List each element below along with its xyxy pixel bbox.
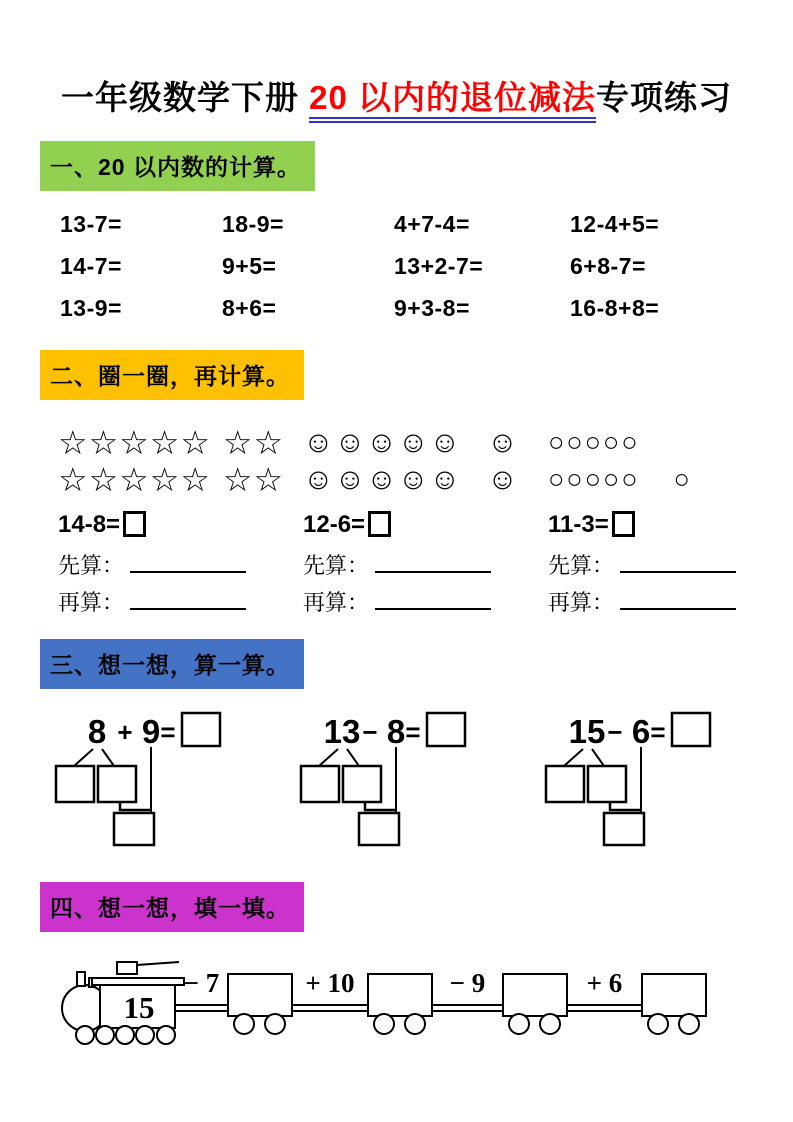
svg-text:=: =: [160, 717, 176, 747]
section-four-header: 四、想一想，填一填。: [40, 882, 304, 932]
equation-text: 12-6=: [303, 511, 366, 538]
svg-text:+ 6: + 6: [586, 968, 623, 998]
equation: [303, 511, 548, 539]
svg-text:+: +: [117, 717, 133, 747]
math-problem: 18-9=: [222, 211, 284, 237]
circle-icon-row: [548, 461, 793, 498]
svg-text:8: 8: [87, 713, 107, 750]
number-bond-svg: [52, 705, 297, 847]
section-one-problems: [60, 211, 793, 322]
svg-text:15: 15: [568, 713, 606, 750]
blank-line: [130, 556, 246, 573]
step-label: 再算：: [58, 590, 125, 615]
star-icon-group: ☆☆☆☆☆: [58, 461, 211, 498]
section-one-header: 一、20 以内数的计算。: [40, 141, 315, 191]
equation-text: 11-3=: [548, 511, 609, 538]
smiley-icon-group: ☺☺☺☺☺: [303, 463, 462, 496]
svg-text:− 9: − 9: [449, 968, 486, 998]
math-problem: 6+8-7=: [570, 253, 646, 279]
number-bond-diagram: [542, 705, 787, 852]
star-icon-group: ☆☆☆☆☆: [58, 424, 211, 461]
math-problem: 13-7=: [60, 211, 122, 237]
title-suffix: 专项练习: [596, 79, 733, 116]
second-step-line: [58, 586, 303, 613]
smiley-icon-group: ☺: [487, 463, 519, 496]
svg-text:=: =: [405, 717, 421, 747]
math-problem: 13+2-7=: [394, 253, 484, 279]
title-highlight: 20 以内的退位减法: [309, 79, 596, 123]
math-problem: 12-4+5=: [570, 211, 660, 237]
svg-text:8: 8: [386, 713, 406, 750]
svg-text:=: =: [650, 717, 666, 747]
math-problem: 16-8+8=: [570, 295, 660, 321]
section-three-header: 三、想一想，算一算。: [40, 639, 304, 689]
answer-box: [123, 511, 146, 537]
star-icon-row: [58, 424, 303, 461]
star-icon-group: ☆☆: [222, 461, 285, 498]
star-icon-group: ☆☆: [222, 424, 285, 461]
svg-text:−: −: [362, 717, 378, 747]
svg-text:+ 10: + 10: [305, 968, 355, 998]
equation: [548, 511, 793, 539]
second-step-line: [303, 586, 548, 613]
blank-line: [620, 556, 736, 573]
second-step-line: [548, 586, 793, 613]
first-step-line: [303, 549, 548, 576]
equation: [58, 511, 303, 539]
step-label: 先算：: [548, 553, 615, 578]
math-problem: 13-9=: [60, 295, 122, 321]
section-two: [40, 350, 793, 400]
section-two-header: 二、圈一圈，再计算。: [40, 350, 304, 400]
first-step-line: [548, 549, 793, 576]
train-figure: [55, 952, 793, 1051]
count-column: [303, 424, 548, 613]
step-label: 先算：: [303, 553, 370, 578]
section-four: [40, 882, 793, 932]
title-prefix: 一年级数学下册: [60, 79, 310, 116]
circle-icon-row: [548, 424, 793, 461]
section-three-diagrams: [52, 705, 793, 852]
circle-icon-group: ○○○○○: [548, 427, 640, 457]
page-title: [0, 72, 793, 119]
circle-icon-group: ○: [673, 464, 692, 494]
answer-box: [368, 511, 391, 537]
step-label: 再算：: [548, 590, 615, 615]
count-column: [58, 424, 303, 613]
svg-text:− 7: − 7: [183, 968, 220, 998]
svg-text:13: 13: [323, 713, 361, 750]
math-problem: 9+5=: [222, 253, 277, 279]
blank-line: [620, 593, 736, 610]
section-one: [40, 141, 793, 191]
section-three: [40, 639, 793, 689]
math-problem: 14-7=: [60, 253, 122, 279]
math-problem: 8+6=: [222, 295, 277, 321]
smiley-icon-group: ☺☺☺☺☺: [303, 426, 462, 459]
section-two-columns: [58, 424, 793, 613]
blank-line: [375, 556, 491, 573]
smiley-icon-group: ☺: [487, 426, 519, 459]
step-label: 再算：: [303, 590, 370, 615]
svg-text:9: 9: [141, 713, 161, 750]
equation-text: 14-8=: [58, 511, 121, 538]
number-bond-svg: [297, 705, 542, 847]
star-icon-row: [58, 461, 303, 498]
math-problem: 9+3-8=: [394, 295, 470, 321]
number-bond-svg: [542, 705, 787, 847]
step-label: 先算：: [58, 553, 125, 578]
svg-text:6: 6: [631, 713, 651, 750]
count-column: [548, 424, 793, 613]
math-problem: 4+7-4=: [394, 211, 470, 237]
number-bond-diagram: [52, 705, 297, 852]
circle-icon-group: ○○○○○: [548, 464, 640, 494]
blank-line: [375, 593, 491, 610]
svg-text:−: −: [607, 717, 623, 747]
answer-box: [612, 511, 635, 537]
smiley-icon-row: [303, 461, 548, 498]
svg-text:15: 15: [123, 990, 155, 1025]
number-bond-diagram: [297, 705, 542, 852]
train-svg: [55, 952, 715, 1046]
blank-line: [130, 593, 246, 610]
smiley-icon-row: [303, 424, 548, 461]
first-step-line: [58, 549, 303, 576]
